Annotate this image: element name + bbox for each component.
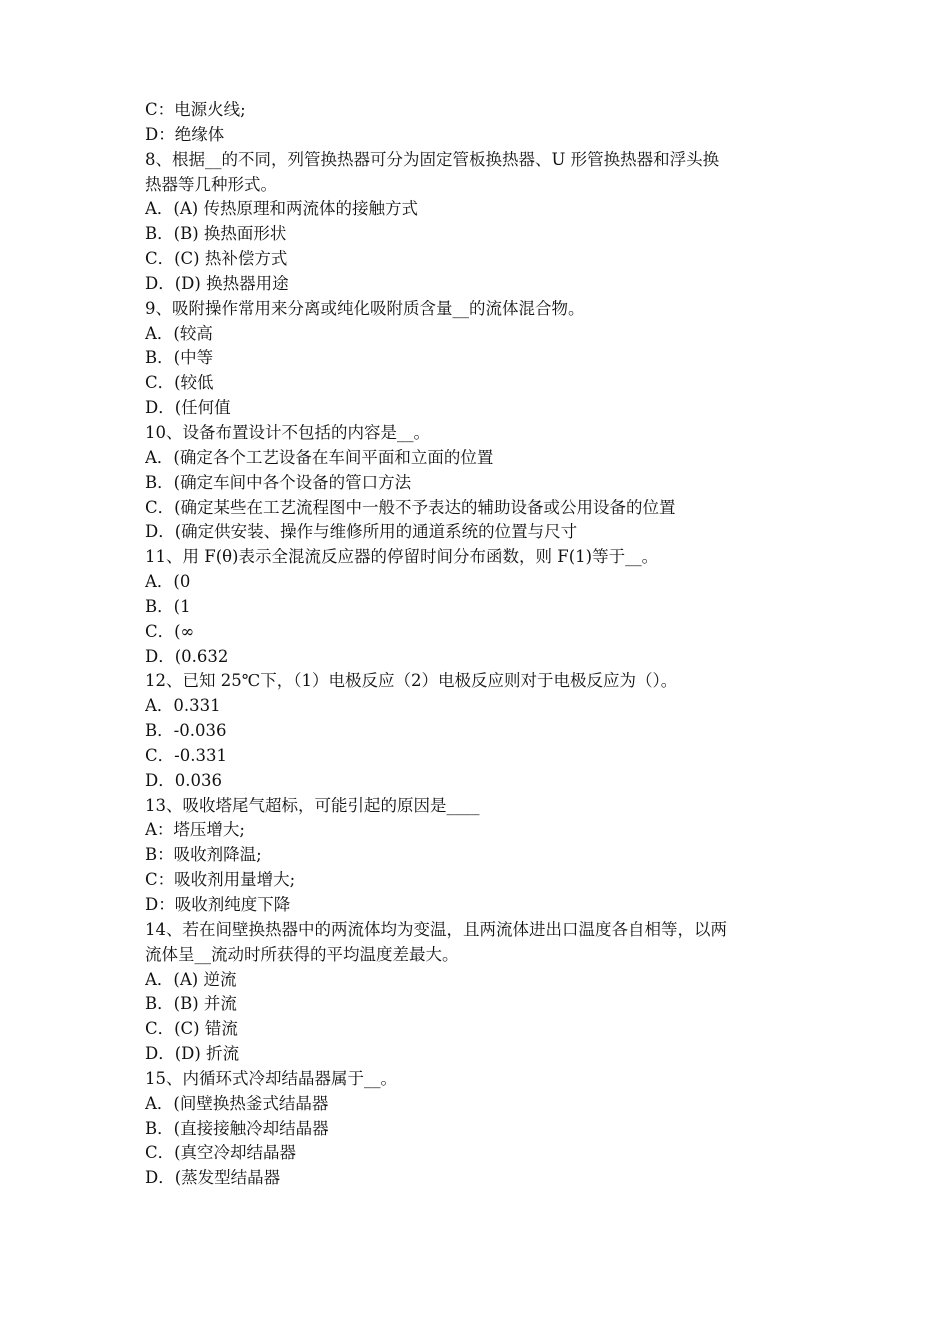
question-text: 15、内循环式冷却结晶器属于__。 <box>145 1068 397 1088</box>
answer-option: B．(直接接触冷却结晶器 <box>145 1118 329 1138</box>
answer-option: C：吸收剂用量增大; <box>145 870 296 890</box>
text-line: D：绝缘体 <box>145 124 225 144</box>
answer-option: A．0.331 <box>145 696 221 716</box>
text-line: C：电源火线; <box>145 100 246 119</box>
question-text: 10、设备布置设计不包括的内容是__。 <box>145 422 430 442</box>
answer-option: D．(0.632 <box>145 646 229 666</box>
answer-option: C．-0.331 <box>145 745 227 765</box>
question-text: 8、根据__的不同，列管换热器可分为固定管板换热器、U 形管换热器和浮头换 <box>145 149 720 169</box>
answer-option: D．(D) 折流 <box>145 1044 240 1064</box>
answer-option: D．0.036 <box>145 770 222 790</box>
answer-option: C．(确定某些在工艺流程图中一般不予表达的辅助设备或公用设备的位置 <box>145 497 676 517</box>
question-text: 11、用 F(θ)表示全混流反应器的停留时间分布函数，则 F(1)等于__。 <box>145 547 659 567</box>
answer-option: B．(中等 <box>145 348 214 368</box>
question-text: 13、吸收塔尾气超标，可能引起的原因是____ <box>145 795 480 815</box>
question-text: 14、若在间壁换热器中的两流体均为变温，且两流体进出口温度各自相等，以两 <box>145 919 727 939</box>
question-text: 12、已知 25℃下，（1）电极反应（2）电极反应则对于电极反应为（）。 <box>145 671 678 691</box>
answer-option: D．(任何值 <box>145 398 231 418</box>
answer-option: C．(C) 热补偿方式 <box>145 249 288 269</box>
answer-option: A．(间壁换热釜式结晶器 <box>145 1093 329 1113</box>
answer-option: A．(A) 传热原理和两流体的接触方式 <box>145 199 418 219</box>
answer-option: C．(C) 错流 <box>145 1019 238 1039</box>
answer-option: C．(真空冷却结晶器 <box>145 1143 297 1163</box>
answer-option: A．(0 <box>145 572 191 592</box>
question-text: 9、吸附操作常用来分离或纯化吸附质含量__的流体混合物。 <box>145 298 585 318</box>
answer-option: D：吸收剂纯度下降 <box>145 895 291 914</box>
answer-option: B．(B) 换热面形状 <box>145 224 287 244</box>
question-text: 流体呈__流动时所获得的平均温度差最大。 <box>145 944 459 964</box>
answer-option: C．(∞ <box>145 621 195 641</box>
answer-option: D．(蒸发型结晶器 <box>145 1168 281 1188</box>
document-body <box>145 98 815 1191</box>
answer-option: B：吸收剂降温; <box>145 845 262 865</box>
answer-option: D．(确定供安装、操作与维修所用的通道系统的位置与尺寸 <box>145 522 578 542</box>
answer-option: D．(D) 换热器用途 <box>145 273 289 293</box>
answer-option: A：塔压增大; <box>145 820 245 840</box>
answer-option: A．(较高 <box>145 323 213 343</box>
answer-option: B．-0.036 <box>145 721 227 741</box>
answer-option: B．(确定车间中各个设备的管口方法 <box>145 472 412 492</box>
answer-option: C．(较低 <box>145 373 214 393</box>
answer-option: B．(1 <box>145 596 191 616</box>
answer-option: A．(确定各个工艺设备在车间平面和立面的位置 <box>145 447 494 467</box>
answer-option: A．(A) 逆流 <box>145 969 237 989</box>
answer-option: B．(B) 并流 <box>145 994 237 1014</box>
question-text: 热器等几种形式。 <box>145 174 277 194</box>
